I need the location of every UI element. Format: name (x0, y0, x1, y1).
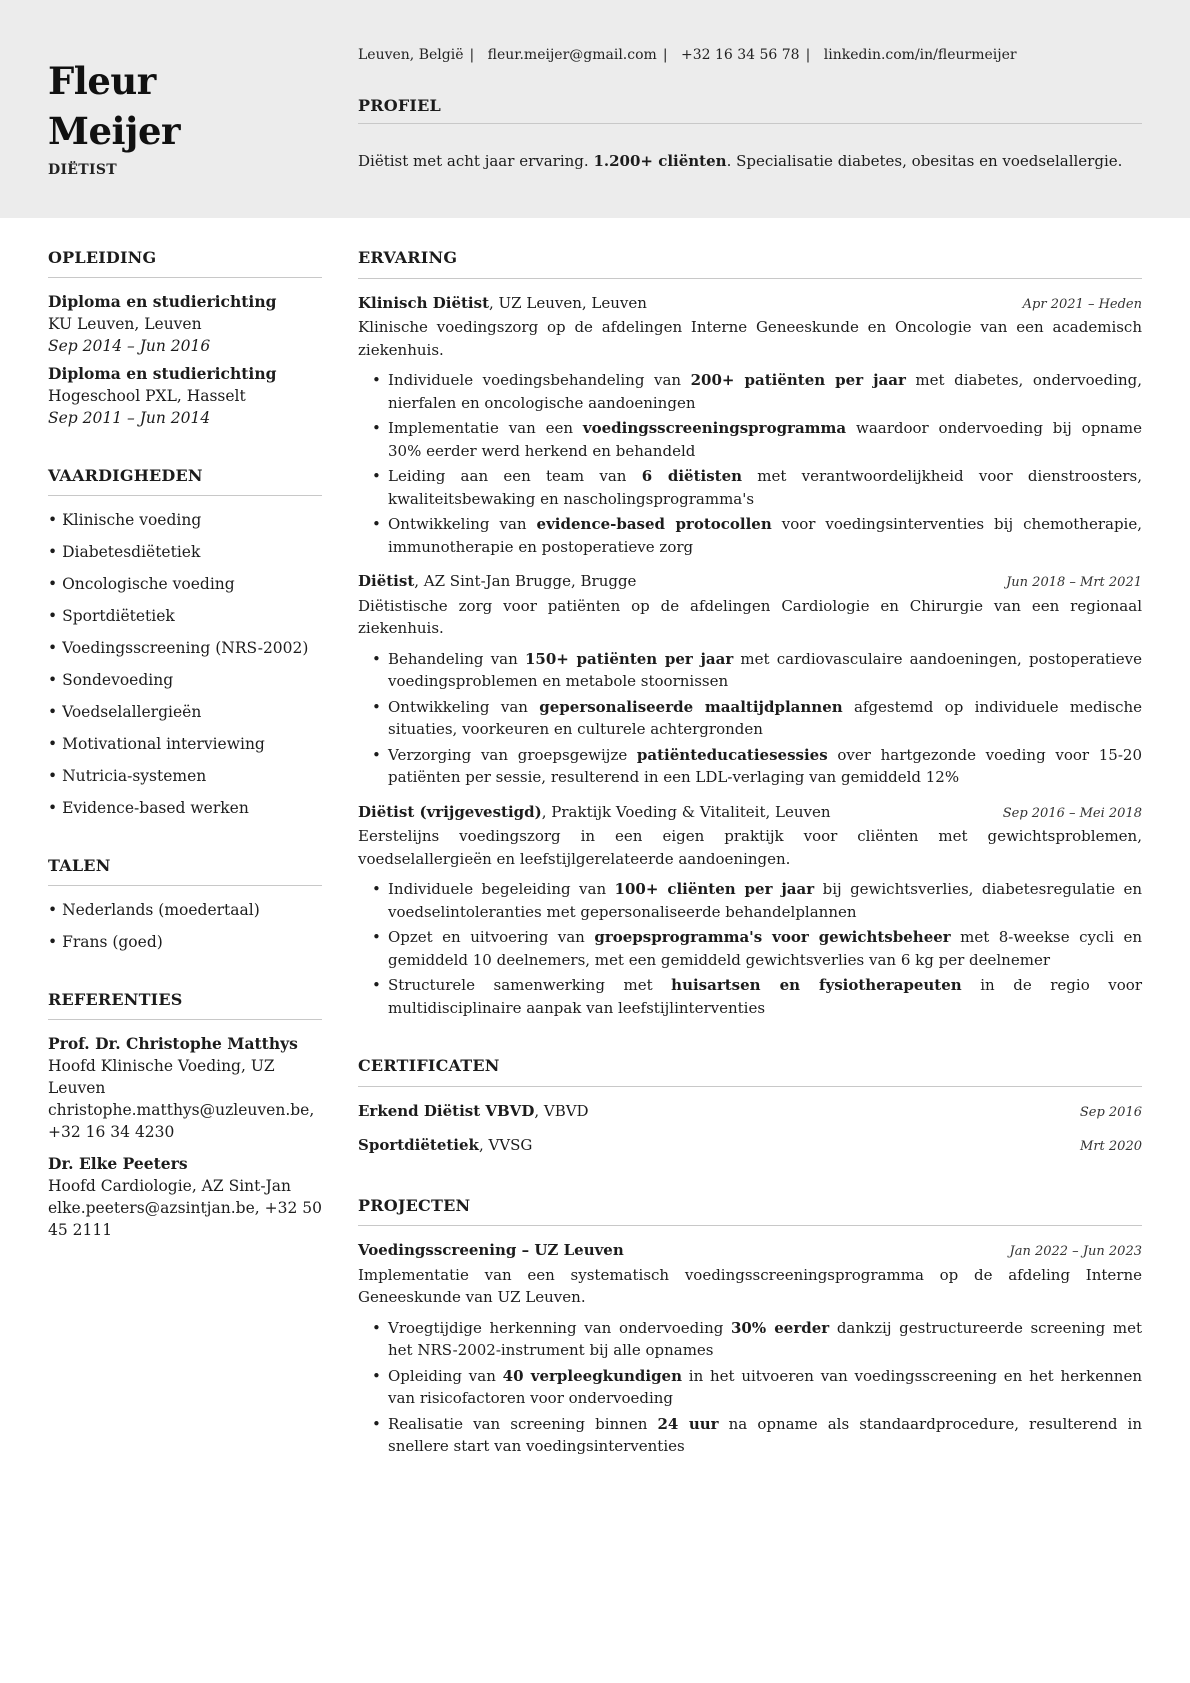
job-header (358, 801, 1142, 826)
list-item: • Ontwikkeling van gepersonaliseerde maaltijdplannen afgestemd op individuele medische situaties, voorkeuren en culturele achtergronden (372, 696, 1142, 741)
profile-section (358, 96, 1142, 170)
list-item: • Structurele samenwerking met huisartsen en fysiotherapeuten in de regio voor multidisciplinaire aanpak van leefstijlinterventies (372, 974, 1142, 1019)
certificate-name: Sportdiëtetiek, VVSG (358, 1136, 533, 1154)
list-item: • Motivational interviewing (48, 735, 265, 753)
experience-section (358, 247, 1142, 1019)
skills-section (48, 465, 322, 819)
list-item: • Nutricia-systemen (48, 767, 207, 785)
list-item: • Klinische voeding (48, 511, 202, 529)
section-title: VAARDIGHEDEN (48, 465, 322, 496)
list-item: • Frans (goed) (48, 933, 163, 951)
project-bullets (358, 1317, 1142, 1458)
languages-section (48, 855, 322, 953)
reference-contact: christophe.matthys@uzleuven.be, +32 16 34 4230 (48, 1101, 315, 1141)
section-title: REFERENTIES (48, 989, 322, 1020)
reference-name: Prof. Dr. Christophe Matthys (48, 1034, 298, 1053)
job-title: Diëtist (vrijgevestigd), Praktijk Voeding & Vitaliteit, Leuven (358, 802, 831, 821)
education-item (48, 291, 322, 357)
degree: Diploma en studierichting (48, 292, 277, 311)
job-role: DIËTIST (48, 162, 117, 178)
job-title: Diëtist, AZ Sint-Jan Brugge, Brugge (358, 572, 637, 590)
section-title: OPLEIDING (48, 247, 322, 278)
job-header (358, 292, 1142, 317)
header-band (0, 0, 1190, 218)
section-title: PROJECTEN (358, 1195, 1142, 1227)
list-item: • Sportdiëtetiek (48, 607, 175, 625)
project-entry (358, 1239, 1142, 1458)
list-item: • Opleiding van 40 verpleegkundigen in het uitvoeren van voedingsscreening en het herkennen van risicofactoren voor ondervoeding (372, 1365, 1142, 1410)
certificates-section (358, 1055, 1142, 1159)
list-item: • Opzet en uitvoering van groepsprogramma's voor gewichtsbeheer met 8-weekse cycli en gemiddeld 10 deelnemers, met een gemiddeld gewichtsverlies van 6 kg per deelnemer (372, 926, 1142, 971)
list-item: • Implementatie van een voedingsscreeningsprogramma waardoor ondervoeding bij opname 30% eerder werd herkend en behandeld (372, 417, 1142, 462)
location: Leuven, België (358, 47, 464, 63)
job-bullets (358, 648, 1142, 789)
list-item: • Nederlands (moedertaal) (48, 901, 260, 919)
certificate-name: Erkend Diëtist VBVD, VBVD (358, 1101, 589, 1120)
references-section (48, 989, 322, 1241)
list-item: • Leiding aan een team van 6 diëtisten met verantwoordelijkheid voor dienstroosters, kwaliteitsbewaking en nascholingsprogramma's (372, 465, 1142, 510)
section-title: TALEN (48, 855, 322, 886)
list-item: • Diabetesdiëtetiek (48, 543, 201, 561)
job-dates: Apr 2021 – Heden (1022, 296, 1142, 312)
phone: +32 16 34 56 78 (680, 47, 800, 63)
job-entry (358, 801, 1142, 1020)
job-bullets (358, 369, 1142, 558)
list-item: • Individuele voedingsbehandeling van 200+ patiënten per jaar met diabetes, ondervoeding, nierfalen en oncologische aandoeningen (372, 369, 1142, 414)
reference-contact: elke.peeters@azsintjan.be, +32 50 45 2111 (48, 1199, 322, 1239)
job-bullets (358, 878, 1142, 1019)
list-item: • Sondevoeding (48, 671, 174, 689)
email-link[interactable]: fleur.meijer@gmail.com (487, 47, 657, 63)
job-dates: Sep 2016 – Mei 2018 (1002, 805, 1142, 821)
section-title: PROFIEL (358, 96, 1142, 124)
school: KU Leuven, Leuven (48, 315, 202, 333)
list-item: • Vroegtijdige herkenning van ondervoeding 30% eerder dankzij gestructureerde screening met het NRS-2002-instrument bij alle opnames (372, 1317, 1142, 1362)
profile-text: Diëtist met acht jaar ervaring. 1.200+ cliënten. Specialisatie diabetes, obesitas en voedselallergie. (358, 152, 1123, 170)
section-title: CERTIFICATEN (358, 1055, 1142, 1087)
edu-dates: Sep 2011 – Jun 2014 (48, 409, 211, 427)
job-header (358, 570, 1142, 595)
reference-item (48, 1033, 322, 1143)
person-name (48, 56, 180, 156)
separator: | (662, 47, 668, 63)
name-first: Fleur (48, 59, 156, 103)
school: Hogeschool PXL, Hasselt (48, 387, 246, 405)
project-header (358, 1239, 1142, 1264)
project-dates: Jan 2022 – Jun 2023 (1009, 1244, 1142, 1259)
certificate-date: Mrt 2020 (1080, 1139, 1142, 1154)
job-entry (358, 292, 1142, 559)
list-item: • Realisatie van screening binnen 24 uur na opname als standaardprocedure, resulterend in snellere start van voedingsinterventies (372, 1413, 1142, 1458)
reference-role: Hoofd Cardiologie, AZ Sint-Jan (48, 1177, 292, 1195)
certificate-item (358, 1134, 1142, 1159)
education-section (48, 247, 322, 429)
certificate-item (358, 1100, 1142, 1125)
list-item: • Behandeling van 150+ patiënten per jaar met cardiovasculaire aandoeningen, postoperatieve voedingsproblemen en metabole stoornissen (372, 648, 1142, 693)
name-last: Meijer (48, 109, 180, 153)
list-item: • Voedingsscreening (NRS-2002) (48, 639, 309, 657)
section-title: ERVARING (358, 247, 1142, 279)
skills-list (48, 509, 322, 819)
project-name: Voedingsscreening – UZ Leuven (358, 1241, 624, 1259)
job-dates: Jun 2018 – Mrt 2021 (1006, 575, 1142, 590)
degree: Diploma en studierichting (48, 364, 277, 383)
certificate-date: Sep 2016 (1079, 1104, 1142, 1120)
projects-section (358, 1195, 1142, 1458)
contact-line (358, 47, 1017, 63)
reference-item (48, 1153, 322, 1241)
languages-list (48, 899, 322, 953)
list-item: • Evidence-based werken (48, 799, 249, 817)
job-description: Eerstelijns voedingszorg in een eigen praktijk voor cliënten met gewichtsproblemen, voedselallergieën en leefstijlgerelateerde aandoeningen. (358, 827, 1142, 868)
separator: | (469, 47, 475, 63)
list-item: • Verzorging van groepsgewijze patiënteducatiesessies over hartgezonde voeding voor 15-20 patiënten per sessie, resulterend in een LDL-verlaging van gemiddeld 12% (372, 744, 1142, 789)
education-item (48, 363, 322, 429)
edu-dates: Sep 2014 – Jun 2016 (48, 337, 211, 355)
left-column (48, 247, 322, 1277)
job-entry (358, 570, 1142, 789)
linkedin-link[interactable]: linkedin.com/in/fleurmeijer (823, 47, 1017, 63)
reference-role: Hoofd Klinische Voeding, UZ Leuven (48, 1057, 275, 1097)
reference-name: Dr. Elke Peeters (48, 1154, 188, 1173)
list-item: • Voedselallergieën (48, 703, 202, 721)
job-title: Klinisch Diëtist, UZ Leuven, Leuven (358, 293, 647, 312)
project-description: Implementatie van een systematisch voedingsscreeningsprogramma op de afdeling Interne Geneeskunde van UZ Leuven. (358, 1265, 1142, 1306)
list-item: • Individuele begeleiding van 100+ cliënten per jaar bij gewichtsverlies, diabetesregulatie en voedselintoleranties met gepersonaliseerde behandelplannen (372, 878, 1142, 923)
job-description: Diëtistische zorg voor patiënten op de afdelingen Cardiologie en Chirurgie van een regionaal ziekenhuis. (358, 596, 1142, 637)
separator: | (805, 47, 811, 63)
right-column (358, 247, 1142, 1494)
job-description: Klinische voedingszorg op de afdelingen Interne Geneeskunde en Oncologie van een academisch ziekenhuis. (358, 318, 1142, 359)
list-item: • Ontwikkeling van evidence-based protocollen voor voedingsinterventies bij chemotherapie, immunotherapie en postoperatieve zorg (372, 513, 1142, 558)
list-item: • Oncologische voeding (48, 575, 235, 593)
